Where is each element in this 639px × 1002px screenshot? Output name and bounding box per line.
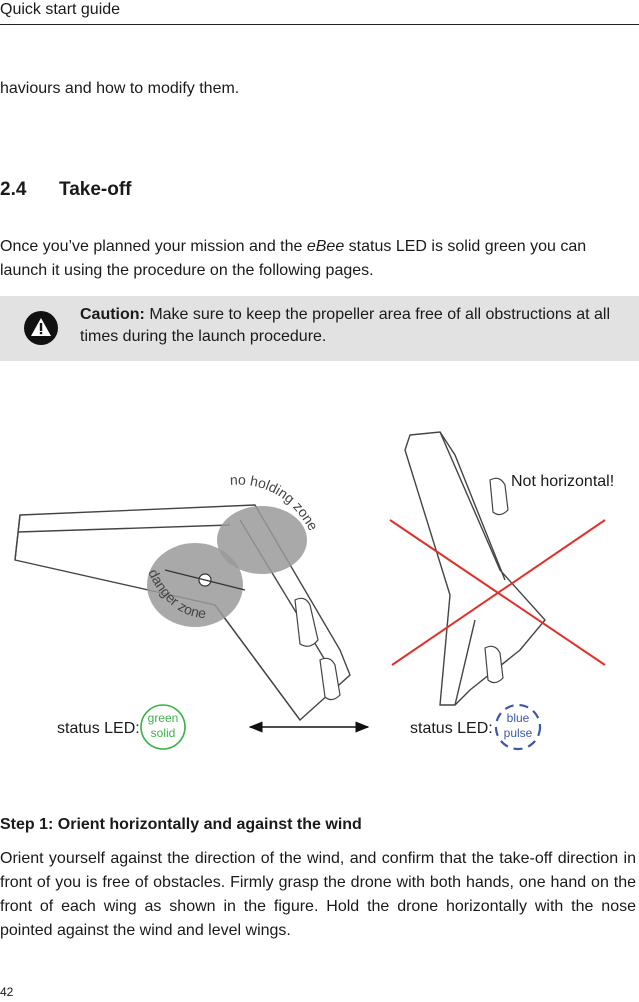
caution-message: Make sure to keep the propeller area free of all obstructions at all times during the launch procedure. xyxy=(80,306,611,345)
caution-text xyxy=(80,304,630,348)
section-title: Take-off xyxy=(59,179,132,200)
header-title: Quick start guide xyxy=(0,1,121,18)
section-number: 2.4 xyxy=(0,179,27,200)
status-led-label-left: status LED: xyxy=(57,720,140,737)
paragraph-text: status LED is solid green you can launch it using the procedure on the following pages. xyxy=(0,238,587,279)
caution-box xyxy=(0,296,639,361)
no-holding-zone-label: no holding zone xyxy=(229,471,322,534)
page-number: 42 xyxy=(0,985,14,999)
step-heading: Step 1: Orient horizontally and against the wind xyxy=(0,816,362,833)
led-pulse-word: pulse xyxy=(503,726,533,740)
not-horizontal-label: Not horizontal! xyxy=(511,473,615,490)
warning-icon xyxy=(24,311,58,345)
page-header xyxy=(0,0,639,25)
intro-fragment: haviours and how to modify them. xyxy=(0,80,240,97)
section-heading xyxy=(0,179,131,201)
takeoff-figure xyxy=(0,420,639,760)
product-name: eBee xyxy=(306,238,345,255)
danger-zone-label: danger zone xyxy=(145,566,207,622)
caution-label: Caution: xyxy=(80,306,145,323)
paragraph-step1: Orient yourself against the direction of the wind, and confirm that the take-off direction in front of you is free of obstacles. Firmly grasp the drone with both hands, one hand on the front of each wing as shown in the figure. Hold the drone horizontally with the nose pointed against the wind and level wings. xyxy=(0,850,636,939)
paragraph-text: Once you’ve planned your mission and the xyxy=(0,238,307,255)
led-blue-word: blue xyxy=(506,711,530,725)
status-led-label-right: status LED: xyxy=(410,720,493,737)
led-solid-word: solid xyxy=(150,726,176,740)
paragraph-intro xyxy=(0,235,636,283)
led-green-word: green xyxy=(147,711,179,725)
